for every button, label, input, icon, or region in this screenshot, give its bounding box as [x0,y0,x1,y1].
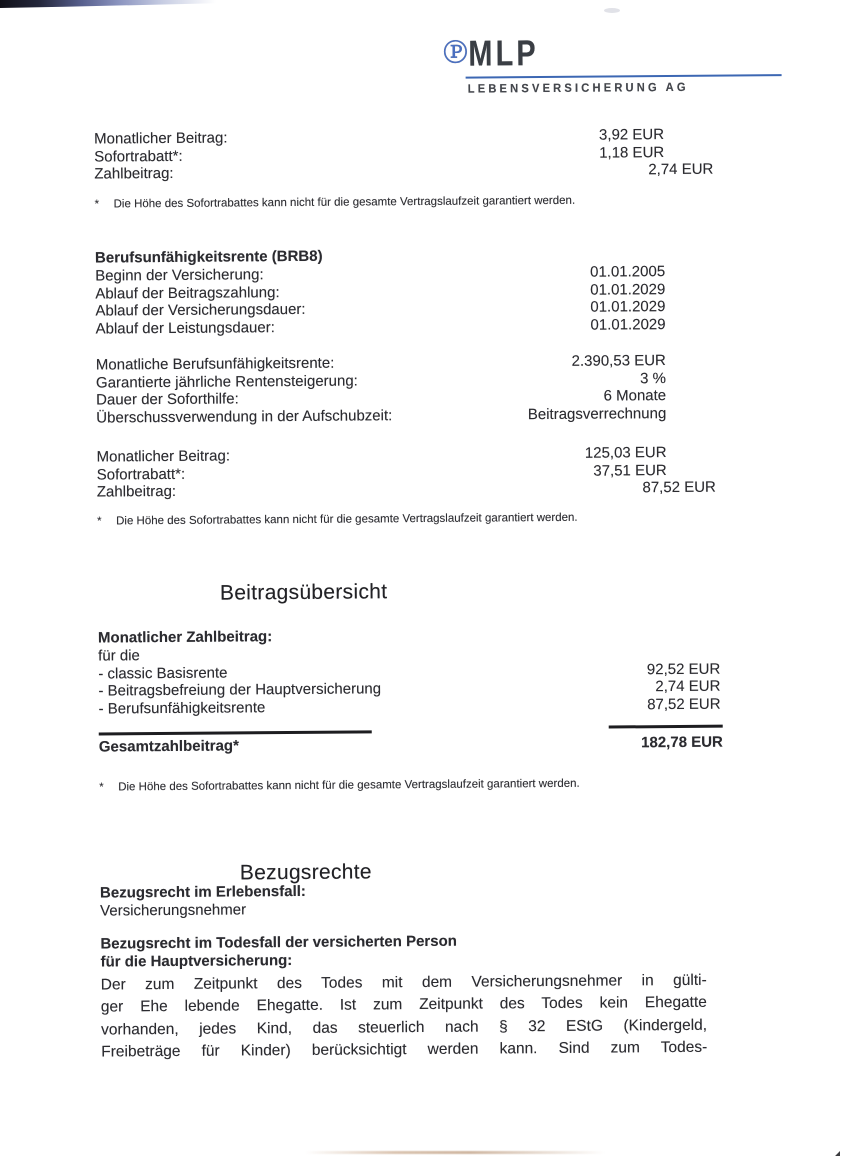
section-title: Berufsunfähigkeitsrente (BRB8) [94,247,323,267]
row-value: 92,52 EUR [646,660,721,678]
footnote-marker: * [99,781,104,794]
row-label: - Beitragsbefreiung der Hauptversicherung [98,680,382,700]
row-label: Monatliche Berufsunfähigkeitsrente: [95,354,335,374]
brand-name: MLP [468,32,539,74]
row-label: Garantierte jährliche Rentensteigerung: [95,372,358,392]
row-value: 125,03 EUR [584,444,667,462]
scan-artifact-bottom-streak [305,1151,605,1154]
total-label: Gesamtzahlbeitrag* [98,737,239,756]
row-label: Beginn der Versicherung: [95,266,264,285]
row-value: 87,52 EUR [642,478,716,497]
row-value: 37,51 EUR [593,461,667,480]
brand-subtitle: LEBENSVERSICHERUNG AG [467,79,689,96]
row-value: 01.01.2005 [590,263,666,281]
row-label: Sofortrabatt*: [96,465,186,484]
row-value: 01.01.2029 [590,315,666,334]
premium-main-section [94,126,718,184]
total-value: 182,78 EUR [641,733,723,752]
details-row [96,404,720,426]
row-label: Ablauf der Beitragszahlung: [95,283,280,303]
premium-row [97,479,721,501]
row-value: 87,52 EUR [647,695,721,714]
total-row [99,734,723,756]
brand-underline [466,74,782,78]
uebersicht-subheading: Monatlicher Zahlbeitrag: [97,628,273,647]
total-rule-left [99,730,372,735]
paragraph-line: vorhanden, jedes Kind, das steuerlich nach § 32 EStG (Kindergeld, [101,1016,708,1039]
footnote [95,193,719,212]
bezugsrechte-heading: Bezugsrechte [239,860,372,885]
footnote-marker: * [94,198,100,211]
paragraph-line: Der zum Zeitpunkt des Todes mit dem Versicherungsnehmer in gülti- [100,971,707,994]
row-label: Ablauf der Leistungsdauer: [95,318,275,338]
brb8-premium-section [97,444,721,502]
row-value: 01.01.2029 [590,280,666,299]
row-value: 2,74 EUR [648,160,714,179]
row-value: 01.01.2029 [590,298,666,316]
row-value: 2.390,53 EUR [571,352,666,370]
row-value: 6 Monate [603,387,667,405]
row-label: Monatlicher Beitrag: [96,447,231,466]
footnote-text: Die Höhe des Sofortrabattes kann nicht für die gesamte Vertragslaufzeit garantiert werden. [118,777,580,794]
mlp-logo [441,32,786,98]
p-circle-icon: Ⓟ [443,39,468,67]
row-value: 3 % [640,369,667,387]
row-label: Zahlbeitrag: [94,165,174,183]
erlebensfall-text-row [100,898,724,920]
row-value: 1,18 EUR [599,143,665,162]
uebersicht-item [98,695,722,717]
total-rule-right [609,725,723,728]
footnote-text: Die Höhe des Sofortrabattes kann nicht für die gesamte Vertragslaufzeit garantiert werden. [113,194,576,211]
brb8-details-section [96,352,721,427]
row-label: Sofortrabatt*: [94,147,183,166]
row-value: Beitragsverrechnung [527,404,667,423]
row-label: Überschussverwendung in der Aufschubzeit: [96,406,393,427]
erlebensfall-block [100,880,724,920]
row-label: Monatlicher Beitrag: [94,129,228,148]
premium-row [94,161,718,183]
todesfall-block [100,931,725,1065]
uebersicht-heading: Beitragsübersicht [219,580,388,605]
row-label: - classic Basisrente [98,664,228,683]
scan-artifact-top-speck [604,8,620,13]
paragraph-line: Freibeträge für Kinder) berücksichtigt werden kann. Sind zum Todes- [101,1038,708,1061]
erlebensfall-title: Bezugsrecht im Erlebensfall: [99,882,306,902]
brb8-section [95,245,720,338]
footnote-text: Die Höhe des Sofortrabattes kann nicht für die gesamte Vertragslaufzeit garantiert werden. [116,511,578,528]
erlebensfall-text: Versicherungsnehmer [100,901,247,920]
brb8-row [96,315,720,337]
footnote [97,510,721,529]
row-value: 3,92 EUR [598,126,665,144]
todesfall-title-line2: für die Hauptversicherung: [100,952,293,971]
uebersicht-section [98,625,723,718]
todesfall-title-line1: Bezugsrecht im Todesfall der versicherten Person [100,932,457,953]
row-label: Dauer der Soforthilfe: [96,390,239,409]
row-label: Zahlbeitrag: [96,483,177,501]
row-value: 2,74 EUR [655,677,721,696]
footnote [99,776,723,795]
row-label: - Berufsunfähigkeitsrente [98,699,266,718]
paragraph-line: ger Ehe lebende Ehegatte. Ist zum Zeitpunkt des Todes kein Ehegatte [100,994,707,1016]
row-label: Ablauf der Versicherungsdauer: [95,301,306,320]
footnote-marker: * [97,515,102,528]
uebersicht-intro: für die [98,647,140,665]
